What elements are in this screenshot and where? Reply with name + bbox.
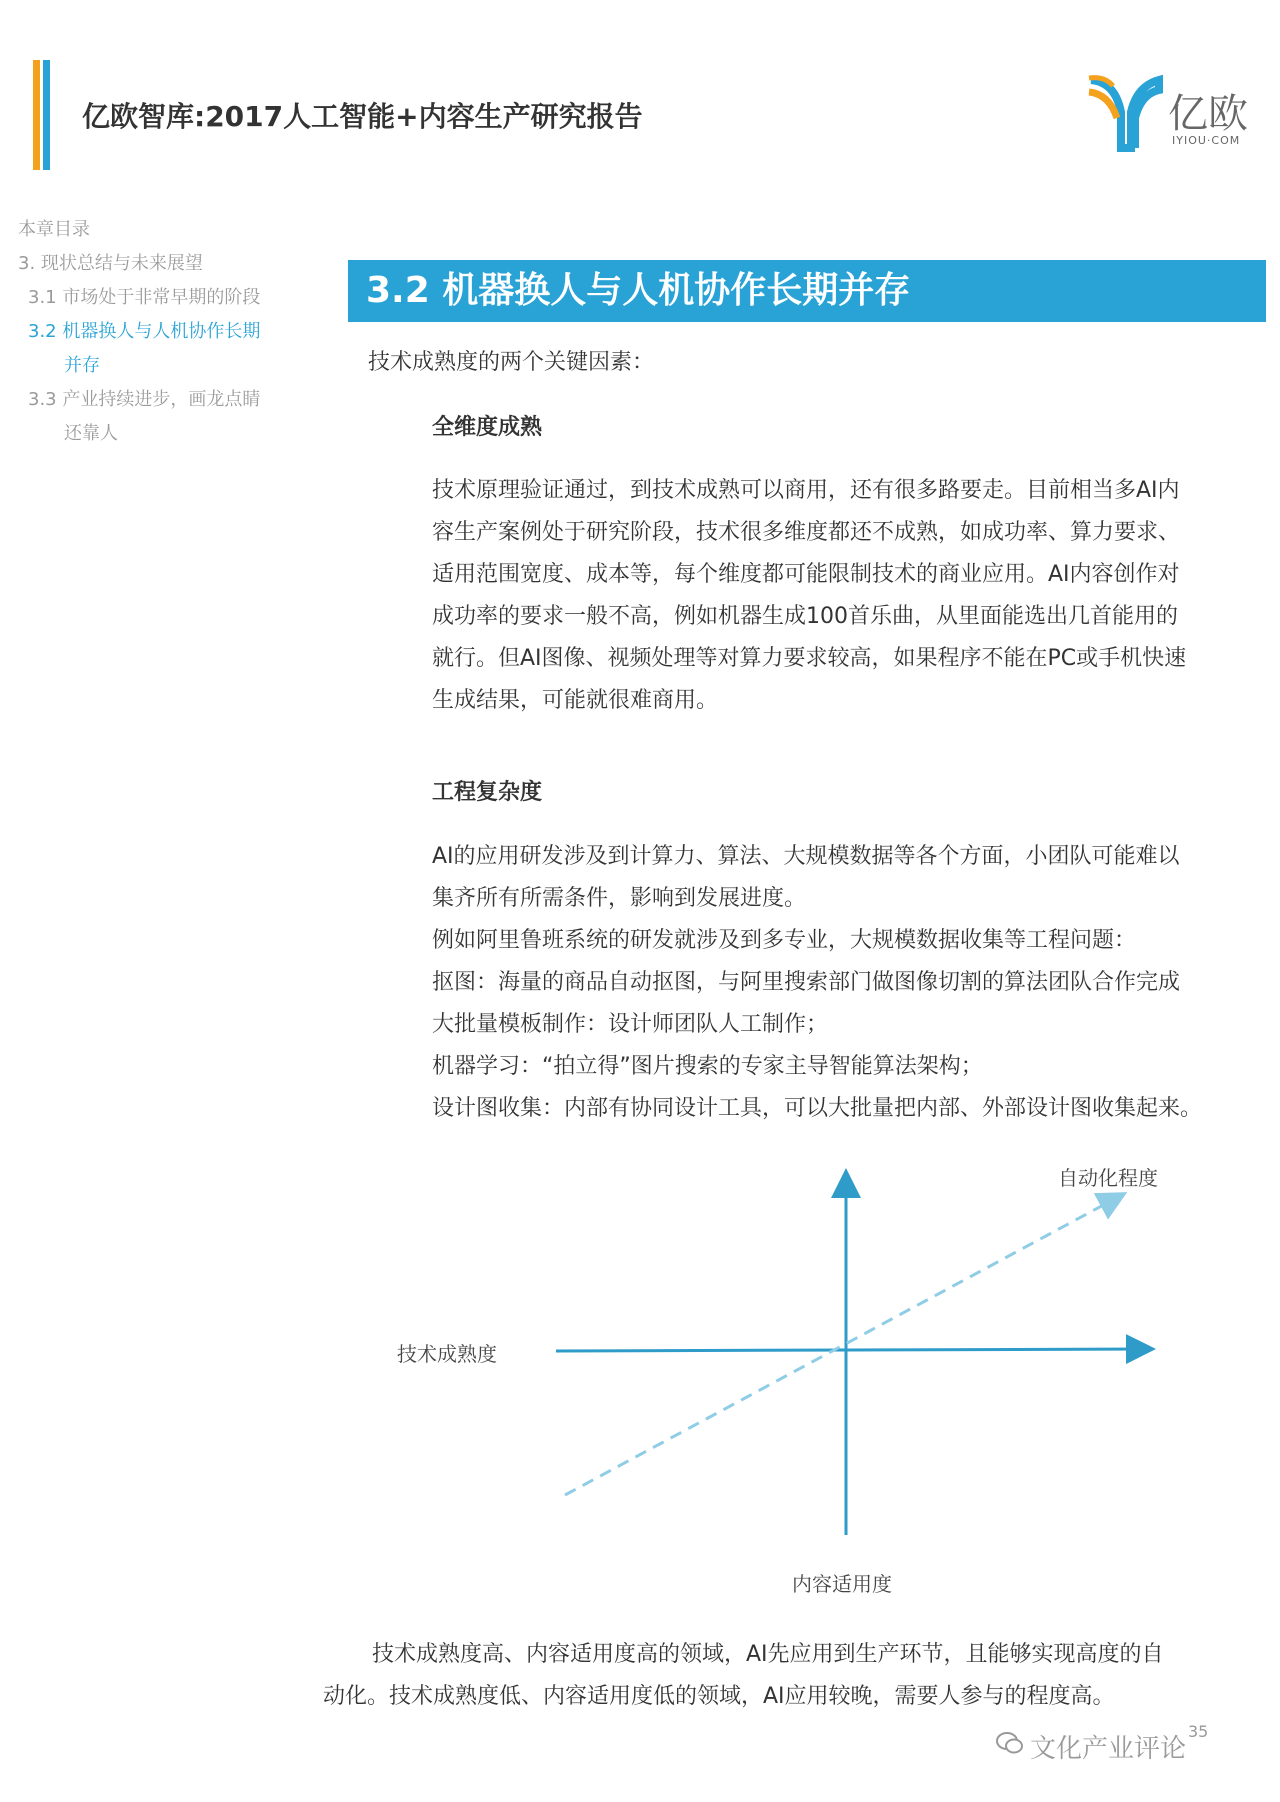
page-number: 35	[1188, 1722, 1209, 1741]
axis-label-automation: 自动化程度	[1058, 1166, 1158, 1190]
factor1-paragraph	[432, 470, 1262, 722]
report-title: 亿欧智库:2017人工智能+内容生产研究报告	[82, 100, 643, 133]
axis-label-content-applicability: 内容适用度	[792, 1572, 892, 1596]
toc-item-3-3[interactable]: 3.3 产业持续进步，画龙点睛	[28, 389, 261, 410]
toc-item-3-2-active[interactable]: 3.2 机器换人与人机协作长期	[28, 321, 261, 342]
factor2-line: AI的应用研发涉及到计算力、算法、大规模数据等各个方面，小团队可能难以	[432, 844, 1180, 869]
conclusion-line-2: 动化。技术成熟度低、内容适用度低的领域，AI应用较晚，需要人参与的程度高。	[323, 1684, 1115, 1709]
axis-label-tech-maturity: 技术成熟度	[397, 1342, 497, 1366]
factor2-line: 抠图：海量的商品自动抠图，与阿里搜索部门做图像切割的算法团队合作完成	[432, 970, 1181, 995]
watermark-text: 文化产业评论	[1030, 1734, 1187, 1764]
logo-text: 亿欧	[1168, 91, 1248, 137]
factor1-line: 就行。但AI图像、视频处理等对算力要求较高，如果程序不能在PC或手机快速	[432, 646, 1187, 671]
horizontal-axis-arrow	[556, 1349, 1150, 1351]
toc-item-3-2-cont[interactable]: 并存	[64, 355, 100, 376]
factor1-line: 适用范围宽度、成本等，每个维度都可能限制技术的商业应用。AI内容创作对	[432, 562, 1180, 587]
wechat-icon	[995, 1728, 1025, 1758]
factor1-heading: 全维度成熟	[432, 415, 543, 440]
factor1-line: 生成结果，可能就很难商用。	[432, 688, 719, 713]
header-accent-bar-orange	[33, 60, 40, 170]
factor1-line: 成功率的要求一般不高，例如机器生成100首乐曲，从里面能选出几首能用的	[432, 604, 1178, 629]
toc-item-3-1[interactable]: 3.1 市场处于非常早期的阶段	[28, 287, 261, 308]
factor2-line: 例如阿里鲁班系统的研发就涉及到多专业，大规模数据收集等工程问题：	[432, 928, 1137, 953]
section-title-banner: 3.2 机器换人与人机协作长期并存	[348, 260, 1266, 322]
factor2-line: 机器学习：“拍立得”图片搜索的专家主导智能算法架构；	[432, 1054, 983, 1079]
conclusion-line-1: 技术成熟度高、内容适用度高的领域，AI先应用到生产环节，且能够实现高度的自	[372, 1642, 1164, 1667]
factor1-line: 技术原理验证通过，到技术成熟可以商用，还有很多路要走。目前相当多AI内	[432, 478, 1180, 503]
header-accent-bar-blue	[43, 60, 50, 170]
toc-item-3-3-cont[interactable]: 还靠人	[64, 423, 118, 444]
yiou-logo-icon	[1085, 72, 1165, 152]
factor2-line: 集齐所有所需条件，影响到发展进度。	[432, 886, 807, 911]
factor2-line: 大批量模板制作：设计师团队人工制作；	[432, 1012, 829, 1037]
factor2-line: 设计图收集：内部有协同设计工具，可以大批量把内部、外部设计图收集起来。	[432, 1096, 1203, 1121]
factor2-paragraph	[432, 836, 1267, 1130]
factor1-line: 容生产案例处于研究阶段，技术很多维度都还不成熟，如成功率、算力要求、	[432, 520, 1181, 545]
logo-subtext: IYIOU·COM	[1172, 134, 1241, 147]
factor2-heading: 工程复杂度	[432, 780, 543, 805]
toc-item-chapter-3[interactable]: 3. 现状总结与未来展望	[18, 253, 203, 274]
maturity-axes-diagram	[380, 1150, 1180, 1550]
intro-text: 技术成熟度的两个关键因素：	[368, 350, 655, 375]
toc-heading: 本章目录	[18, 219, 90, 240]
automation-diagonal-arrow	[565, 1195, 1122, 1495]
chapter-toc	[18, 213, 288, 451]
